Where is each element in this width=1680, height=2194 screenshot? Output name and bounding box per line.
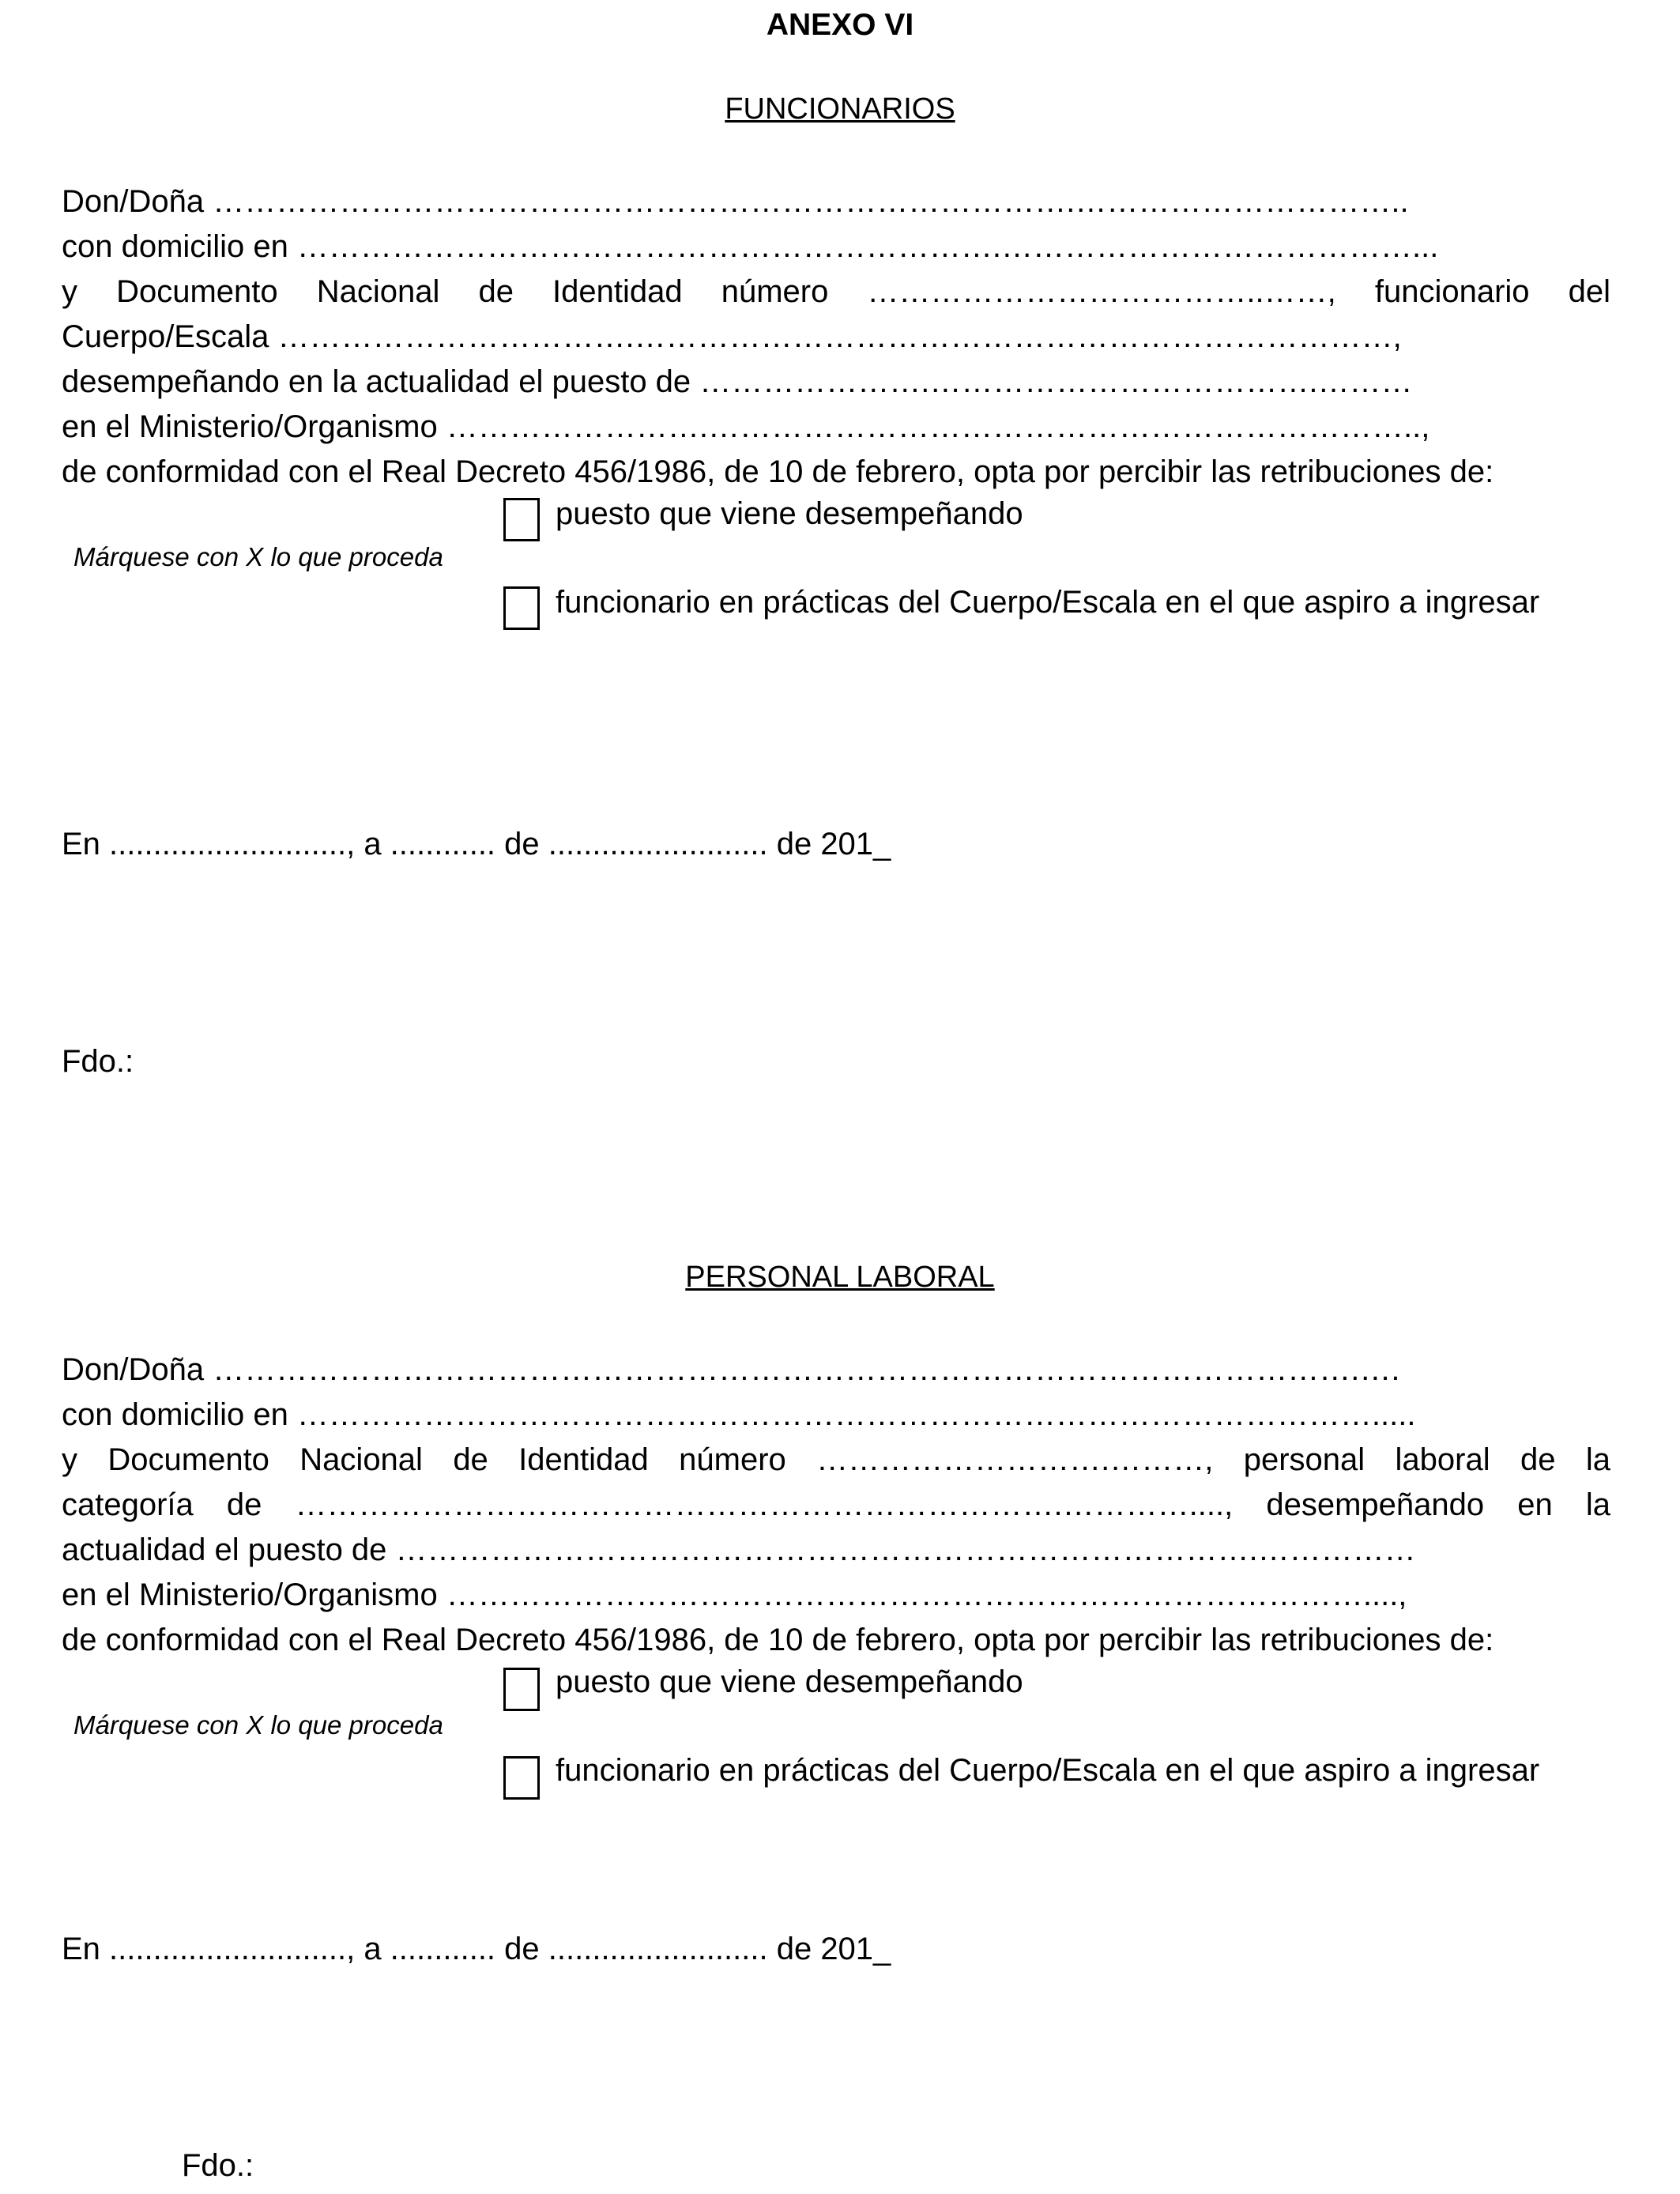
line-conformidad: de conformidad con el Real Decreto 456/1986, de 10 de febrero, opta por percibir las retribuciones de:	[62, 454, 1494, 489]
line-domicilio: con domicilio en ………………………………………………………………………………………….....	[62, 1397, 1416, 1432]
line-dni: y Documento Nacional de Identidad número ………………………………..……, funcionario del	[62, 274, 1610, 309]
line-nombre: Don/Doña ……………………………………………………………………….…………………………..	[62, 184, 1409, 219]
line-ministerio: en el Ministerio/Organismo ……………………………………………………………………………....,	[62, 1578, 1407, 1612]
checkbox-funcionario-practicas[interactable]	[503, 586, 540, 630]
line-dni: y Documento Nacional de Identidad número ……………………….………, personal laboral de la	[62, 1442, 1610, 1477]
section-heading-personal-laboral: PERSONAL LABORAL	[685, 1261, 995, 1294]
option-funcionario-practicas: funcionario en prácticas del Cuerpo/Escala en el que aspiro a ingresar	[556, 1753, 1540, 1788]
line-puesto: actualidad el puesto de ……………………………………………………………………….……………	[62, 1532, 1416, 1567]
line-ministerio: en el Ministerio/Organismo …………………….…………………………………………………………..,	[62, 409, 1430, 444]
line-domicilio: con domicilio en ………………………………………………………….…………………………………...	[62, 229, 1439, 264]
date-line: En ..........................., a ............ de ......................... de 201_	[62, 827, 891, 861]
instruction-note: Márquese con X lo que proceda	[73, 1710, 443, 1740]
signature-label: Fdo.:	[182, 2148, 254, 2183]
option-puesto-desempenando: puesto que viene desempeñando	[556, 1664, 1023, 1699]
signature-label: Fdo.:	[62, 1044, 134, 1079]
instruction-note: Márquese con X lo que proceda	[73, 542, 443, 571]
section-heading-funcionarios: FUNCIONARIOS	[725, 92, 955, 126]
line-cuerpo-escala: Cuerpo/Escala …………………………….………………………………………………………………,	[62, 319, 1402, 354]
line-conformidad: de conformidad con el Real Decreto 456/1986, de 10 de febrero, opta por percibir las retribuciones de:	[62, 1623, 1494, 1657]
line-categoria: categoría de ……………………………………………………………….…………...., desempeñando en la	[62, 1487, 1610, 1522]
option-funcionario-practicas: funcionario en prácticas del Cuerpo/Escala en el que aspiro a ingresar	[556, 585, 1540, 620]
option-puesto-desempenando: puesto que viene desempeñando	[556, 496, 1023, 531]
checkbox-puesto-desempenando[interactable]	[503, 1668, 540, 1711]
date-line: En ..........................., a ............ de ......................... de 201_	[62, 1932, 891, 1966]
line-puesto: desempeñando en la actualidad el puesto de ………………….……………………………….………	[62, 364, 1413, 399]
checkbox-puesto-desempenando[interactable]	[503, 498, 540, 541]
checkbox-funcionario-practicas[interactable]	[503, 1756, 540, 1800]
line-nombre: Don/Doña ……………………………………………………………………………………………….….	[62, 1352, 1400, 1387]
page-title: ANEXO VI	[766, 8, 914, 42]
